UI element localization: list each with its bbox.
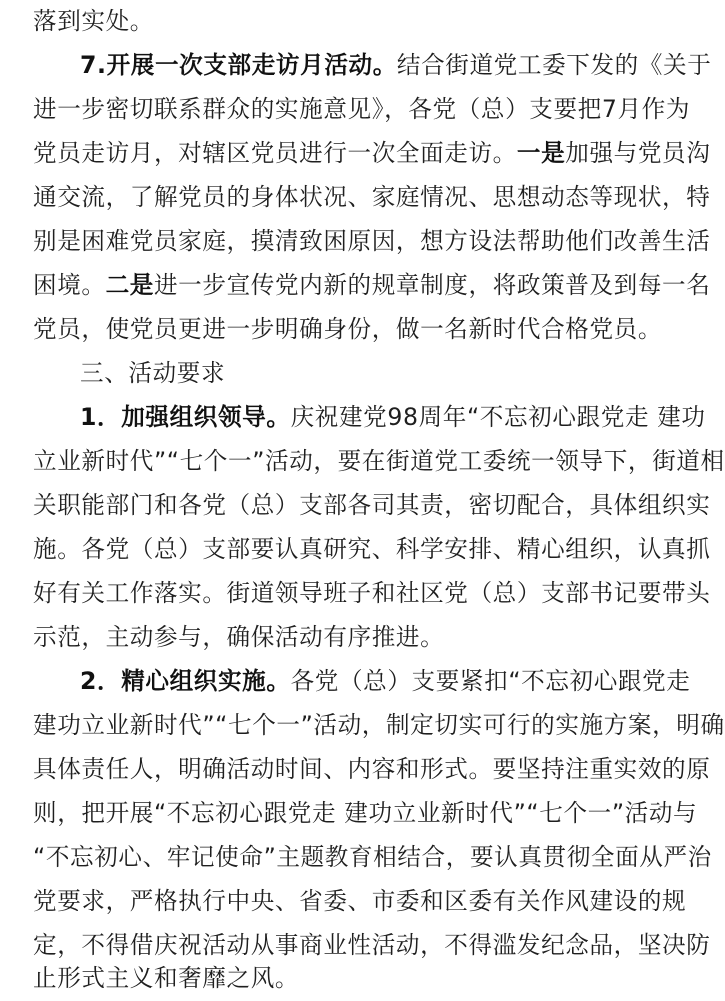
- item-2-heading: 2．精心组织实施。: [80, 667, 291, 695]
- text-line-1: [33, 0, 693, 43]
- text-run: 通交流，了解党员的身体状况、家庭情况、思想动态等现状，特: [33, 183, 711, 211]
- text-line-6: [33, 219, 711, 263]
- text-line-23: [33, 960, 693, 996]
- text-run: 施。各党（总）支部要认真研究、科学安排、精心组织，认真抓: [33, 535, 711, 563]
- text-run: 加强与党员沟: [565, 139, 711, 167]
- text-run: 好有关工作落实。街道领导班子和社区党（总）支部书记要带头: [33, 579, 711, 607]
- text-run: 困境。: [33, 271, 106, 299]
- text-line-21: [33, 879, 693, 923]
- text-line-10: [80, 395, 706, 439]
- emphasis-first: 一是: [516, 139, 566, 167]
- item-1-heading: 1．加强组织领导。: [80, 403, 291, 431]
- text-run: 党员走访月，对辖区党员进行一次全面走访。: [33, 139, 517, 167]
- text-run: 落到实处。: [33, 7, 154, 35]
- text-run: 进一步宣传党内新的规章制度，将政策普及到每一名: [153, 271, 711, 299]
- text-line-19: [33, 791, 698, 835]
- text-run: 止形式主义和奢靡之风。: [33, 964, 300, 992]
- text-run: 关职能部门和各党（总）支部各司其责，密切配合，具体组织实: [33, 491, 711, 519]
- text-run: 别是困难党员家庭，摸清致困原因，想方设法帮助他们改善生活: [33, 227, 711, 255]
- text-line-20: [33, 835, 712, 879]
- text-line-3: [33, 87, 693, 131]
- text-run: 立业新时代”“七个一”活动，要在街道党工委统一领导下，街道相: [33, 447, 725, 475]
- text-run: 示范，主动参与，确保活动有序推进。: [33, 623, 445, 651]
- text-line-11: [33, 439, 725, 483]
- text-run: 各党（总）支要紧扣“不忘初心跟党走: [290, 667, 691, 695]
- section-title: 三、活动要求: [80, 359, 226, 387]
- text-line-12: [33, 483, 711, 527]
- text-run: 结合街道党工委下发的《关于: [396, 51, 712, 79]
- text-run: 进一步密切联系群众的实施意见》，各党（总）支要把7月作为: [33, 95, 691, 123]
- text-line-4: [33, 131, 711, 175]
- section-heading: [80, 351, 700, 395]
- text-line-8: [33, 307, 693, 351]
- text-run: 庆祝建党98周年“不忘初心跟党走 建功: [290, 403, 706, 431]
- text-line-13: [33, 527, 711, 571]
- text-run: 党要求，严格执行中央、省委、市委和区委有关作风建设的规: [33, 887, 687, 915]
- text-line-2: [80, 43, 712, 87]
- text-line-18: [33, 747, 711, 791]
- text-run: 则，把开展“不忘初心跟党走 建功立业新时代”“七个一”活动与: [33, 799, 698, 827]
- text-run: “不忘初心、牢记使命”主题教育相结合，要认真贯彻全面从严治: [33, 843, 712, 871]
- item-7-heading: 7.开展一次支部走访月活动。: [80, 51, 397, 79]
- text-run: 建功立业新时代”“七个一”活动，制定切实可行的实施方案，明确: [33, 711, 725, 739]
- text-run: 党员，使党员更进一步明确身份，做一名新时代合格党员。: [33, 315, 663, 343]
- text-line-5: [33, 175, 711, 219]
- text-run: 具体责任人，明确活动时间、内容和形式。要坚持注重实效的原: [33, 755, 711, 783]
- text-line-7: [33, 263, 711, 307]
- text-line-17: [33, 703, 725, 747]
- text-line-15: [33, 615, 693, 659]
- text-line-14: [33, 571, 711, 615]
- text-run: 定，不得借庆祝活动从事商业性活动，不得滥发纪念品，坚决防: [33, 931, 711, 959]
- text-line-16: [80, 659, 700, 703]
- emphasis-second: 二是: [105, 271, 154, 299]
